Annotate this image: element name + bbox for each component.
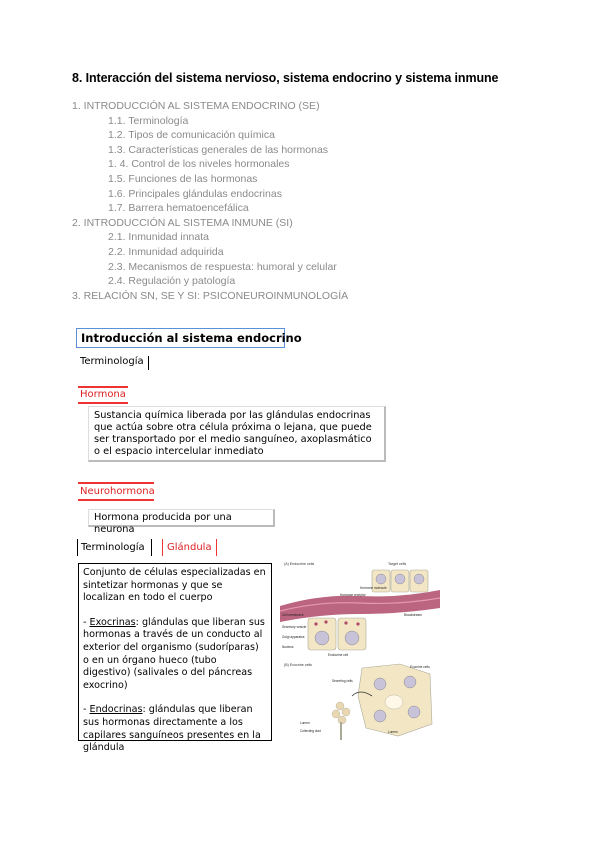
nucleus <box>376 574 386 584</box>
toc-item: 1.5. Funciones de las hormonas <box>108 173 258 185</box>
toc-item: 2.2. Inmunidad adquirida <box>108 246 224 258</box>
toc-item: 1. 4. Control de los niveles hormonales <box>108 158 290 171</box>
acinus <box>332 710 340 718</box>
gland-cells-figure <box>280 556 440 746</box>
red-divider <box>78 402 128 404</box>
vesicle <box>356 622 359 625</box>
toc-item: 1.2. Tipos de comunicación química <box>108 129 275 142</box>
nucleus <box>395 574 405 584</box>
hormone-molecule-label: Hormone molecule <box>360 586 387 590</box>
nucleus <box>345 631 359 645</box>
toc-item: 2. INTRODUCCIÓN AL SISTEMA INMUNE (SI) <box>72 216 293 229</box>
bloodstream-label: Bloodstream <box>404 613 422 617</box>
slide-heading: Introducción al sistema endocrino <box>76 328 285 348</box>
page-title: 8. Interacción del sistema nervioso, sistema endocrino y sistema inmune <box>72 71 499 85</box>
toc-item: 1.6. Principales glándulas endocrinas <box>108 187 282 200</box>
toc-item: 2.3. Mecanismos de respuesta: humoral y celular <box>108 260 337 273</box>
hormona-label: Hormona <box>80 389 126 400</box>
exocrinas-term: Exocrinas <box>89 616 136 628</box>
divider <box>216 539 217 556</box>
red-divider <box>78 482 154 484</box>
vesicle <box>344 621 347 624</box>
neurohormona-label: Neurohormona <box>80 486 155 497</box>
lumen-label-2: Lumen <box>300 721 310 725</box>
panel-a-label: (A) Endocrine cells <box>284 562 315 566</box>
toc-item: 1. INTRODUCCIÓN AL SISTEMA ENDOCRINO (SE) <box>72 100 320 112</box>
exocrinas-item <box>83 617 267 693</box>
nucleus <box>315 631 329 645</box>
acinus <box>336 702 344 710</box>
divider <box>162 539 163 556</box>
toc-item: 1.7. Barrera hematoencefálica <box>108 202 249 215</box>
divider <box>77 539 78 556</box>
toc-item: 1.3. Características generales de las hormonas <box>108 143 329 156</box>
bullet: - <box>83 616 90 628</box>
neurohormona-definition: Hormona producida por una neurona <box>88 509 275 527</box>
secretory-vesicle-label: Secretory vesicle <box>282 625 307 629</box>
red-divider <box>78 386 128 388</box>
nucleus <box>414 574 424 584</box>
hormona-definition: Sustancia química liberada por las glándulas endocrinas que actúa sobre otra célula próxima o lejana, que puede ser transportado por el medio sanguíneo, axoplasmático o el espacio intercelular inmediato <box>88 406 386 462</box>
vesicle <box>324 620 327 623</box>
lumen <box>385 695 403 709</box>
glandula-label: Glándula <box>167 542 212 553</box>
target-cells-label: Target cells <box>388 562 407 566</box>
acinus <box>342 708 350 716</box>
endocrinas-item <box>83 704 267 754</box>
vesicle <box>314 622 317 625</box>
divider <box>151 539 152 556</box>
exocrinas-def: : glándulas que liberan sus hormonas a través de un conducto al exterior del organismo (sudoríparas) o en un órgano hueco (tubo digestivo) (salivales o del páncreas exocrino) <box>83 616 265 691</box>
hormone-receptor-label: Hormone receptor <box>340 593 366 597</box>
red-divider <box>78 499 154 501</box>
lumen-label: Lumen <box>388 730 398 734</box>
glandula-definition <box>78 563 272 754</box>
bullet: - <box>83 704 90 716</box>
nucleus <box>408 706 420 718</box>
secreting-cells-label: Secreting cells <box>332 679 353 683</box>
nucleus <box>374 678 386 690</box>
endocrinas-def: : glándulas que liberan sus hormonas directamente a los capilares sanguíneos presentes en la glándula <box>83 704 261 754</box>
exocrine-cells-label: Exocrine cells <box>410 665 430 669</box>
endocrinas-term: Endocrinas <box>89 704 143 716</box>
nucleus-label: Nucleus <box>282 645 294 649</box>
terminologia-tag: Terminología <box>80 356 149 370</box>
toc-item: 2.1. Inmunidad innata <box>108 231 209 244</box>
collecting-duct-label: Collecting duct <box>300 729 321 733</box>
golgi-label: Golgi apparatus <box>282 635 305 639</box>
toc-item: 1.1. Terminología <box>108 114 189 127</box>
nucleus <box>374 710 386 722</box>
terminologia-tag-2: Terminología <box>81 542 145 553</box>
toc-item: 2.4. Regulación y patología <box>108 275 236 288</box>
glandula-intro: Conjunto de células especializadas en sintetizar hormonas y que se localizan en todo el cuerpo <box>83 567 266 604</box>
toc-item: 3. RELACIÓN SN, SE Y SI: PSICONEUROINMUNOLOGÍA <box>72 289 349 302</box>
endocrine-cell-label: Endocrine cell <box>328 653 349 657</box>
cell-membrane-label: Cell membrane <box>282 613 304 617</box>
nucleus <box>404 676 416 688</box>
panel-b-label: (B) Exocrine cells <box>284 663 312 667</box>
